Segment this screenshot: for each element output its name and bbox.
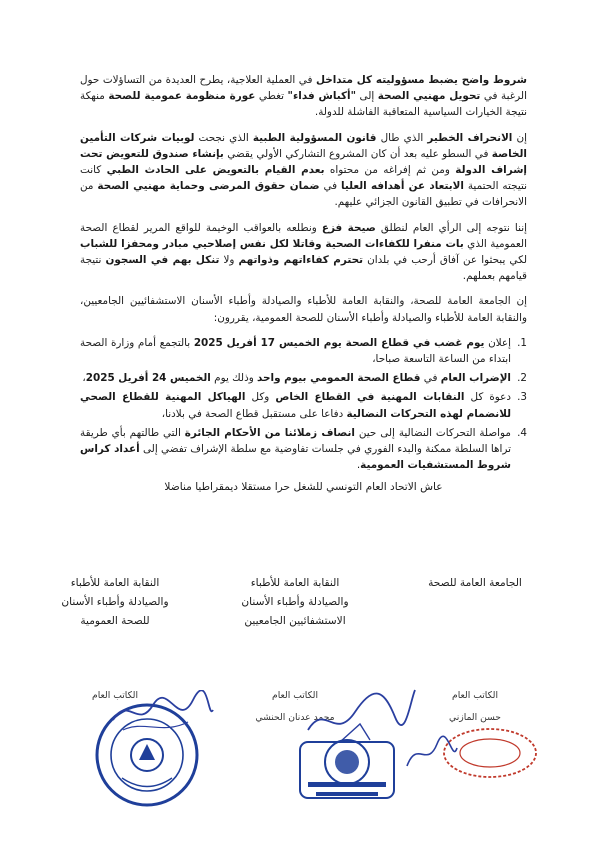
text-span: تنكل بهم في السجون	[105, 254, 220, 267]
signatory-line: للصحة العمومية	[80, 615, 150, 627]
text-span: في السطو عليه بعد أن كان المشروع التشاركي الأولي يقضي	[223, 147, 492, 160]
list-number: 4.	[517, 426, 527, 439]
signatory-line: النقابة العامة للأطباء	[250, 577, 340, 589]
text-span: دفاعا على مستقبل قطاع الصحة في بلادنا،	[161, 407, 347, 420]
paragraph-4: إن الجامعة العامة للصحة، والنقابة العامة للأطباء والصيادلة وأطباء الأسنان الاستشفائيين الجامعيين، والنقابة العامة للأطباء والصيادلة وأطباء الأسنان للصحة العمومية، يقررون:	[80, 295, 527, 324]
text-span: من الانحرافات في تطبيق القانون الجزائي عليهم.	[80, 180, 527, 209]
signatory-line: الجامعة العامة للصحة	[428, 577, 522, 589]
text-span: ونطلعه بالعواقب الوخيمة للواقع المرير لقطاع الصحة العمومية الذي	[80, 221, 527, 250]
stamp-red-federation	[438, 722, 542, 784]
text-span: إننا نتوجه إلى الرأي العام لنطلق	[375, 221, 527, 234]
text-span: بعدم القيام بالتعويض على الحادث الطبي	[106, 164, 325, 177]
paragraph-1	[80, 72, 527, 121]
signature-scribble-right	[402, 734, 462, 774]
text-span: وذلك يوم	[210, 372, 258, 385]
document-body	[80, 72, 527, 496]
text-span: في العملية العلاجية، يطرح العديدة من التساؤلات حول الرغبة في	[80, 74, 527, 103]
text-span: شروط واضح يضبط مسؤوليته كل متداخل	[315, 74, 527, 86]
text-span: الانحراف الخطير	[427, 131, 513, 144]
text-span: لوبيات شركات التأمين الخاصة	[80, 131, 527, 160]
text-span: إن	[512, 131, 527, 144]
stamp-university-hospital-union	[282, 722, 412, 814]
text-span: الذي نجحت	[194, 131, 253, 144]
closing-slogan: عاش الاتحاد العام التونسي للشغل حرا مستقلا ديمقراطيا مناضلا	[164, 481, 443, 494]
signatory-role: الكاتب العام	[272, 690, 318, 701]
text-span: بإنشاء صندوق للتعويض تحت إشراف الدولة	[80, 147, 527, 177]
signatory-name: محمد عدنان الحنشي	[255, 712, 335, 723]
signatory-line: النقابة العامة للأطباء	[70, 577, 160, 589]
list-item	[80, 425, 527, 474]
text-span: ضمان حقوق المرضى وحماية مهنيي الصحة	[97, 180, 320, 193]
decisions-list	[80, 335, 527, 474]
text-span: ولا	[219, 254, 239, 267]
signatory-name: حسن المازني	[449, 712, 501, 723]
text-span: بالتجمع أمام وزارة الصحة ابتداء من الساعة التاسعة صباحا،	[80, 336, 511, 366]
list-number: 1.	[517, 336, 527, 349]
text-span: صيحة فزع	[321, 221, 376, 234]
text-span: أعداد كراس شروط المستشفيات العمومية	[80, 443, 511, 472]
text-span: ومن ثم إفراغه من محتواه	[324, 164, 456, 177]
text-span: كانت نتيجته الحتمية	[80, 164, 527, 193]
text-span: إلى	[356, 90, 378, 103]
text-span: قانون المسؤولية الطبية	[252, 131, 377, 144]
text-span: الهياكل المهنية للقطاع الصحي للانضمام لهذه التحركات النضالية	[80, 391, 511, 420]
text-span: التي طالتهم بأي طريقة تراها السلطة ممكنة والبدء الفوري في جلسات تفاوضية مع سلطة الإشراف تفضي إلى	[80, 426, 511, 456]
text-span: لكي يبحثوا عن آفاق أرحب في بلدان	[362, 254, 527, 267]
text-span: تغطي	[255, 90, 288, 103]
text-span: في	[420, 372, 441, 385]
text-span: منهكة نتيجة الخيارات السياسية المتعاقبة الفاشلة للدولة.	[80, 90, 527, 119]
signatory-line: والصيادلة وأطباء الأسنان	[241, 596, 349, 608]
signatory-line: الاستشفائيين الجامعيين	[244, 615, 346, 627]
text-span: بات منفرا للكفاءات الصحية وقاتلا لكل نفس إصلاحيي مبادر ومحفزا للشباب	[80, 237, 464, 250]
text-span: انصاف زملائنا من الأحكام الجائرة	[184, 426, 355, 439]
text-span: النقابات المهنية في القطاع الخاص	[275, 391, 465, 404]
text-span: إعلان	[484, 336, 511, 349]
text-span: نتيجة قيامهم بعملهم.	[80, 254, 527, 283]
paragraph-2	[80, 130, 527, 211]
list-item	[80, 370, 527, 386]
list-number: 3.	[517, 391, 527, 404]
text-span: عورة منظومة عمومية للصحة	[108, 90, 256, 103]
list-number: 2.	[517, 372, 527, 385]
list-item	[80, 335, 527, 367]
signatory-line: والصيادلة وأطباء الأسنان	[61, 596, 169, 608]
text-span: الخميس 24 أفريل 2025	[85, 372, 211, 385]
text-span: الإضراب العام	[440, 372, 511, 385]
text-span: في	[319, 180, 342, 193]
signatory-role: الكاتب العام	[92, 690, 138, 701]
signatory-role: الكاتب العام	[452, 690, 498, 701]
paragraph-3	[80, 220, 527, 285]
text-span: وكل	[245, 391, 276, 404]
text-span: دعوة كل	[464, 391, 511, 404]
text-span: قطاع الصحة العمومي بيوم واحد	[257, 372, 421, 385]
text-span: "أكباش فداء"	[287, 90, 356, 103]
list-item	[80, 389, 527, 421]
text-span: تحترم كفاءاتهم وذواتهم	[238, 254, 363, 267]
text-span: تحويل مهنيي الصحة	[377, 90, 481, 103]
signatory-union-university-hospital	[215, 574, 375, 631]
text-span: مواصلة التحركات النضالية إلى حين	[355, 426, 511, 439]
text-span: ،	[82, 372, 86, 385]
signatory-general-federation-health	[395, 574, 555, 593]
text-span: الابتعاد عن أهدافه العليا	[341, 180, 464, 193]
text-span: .	[356, 459, 361, 472]
text-span: الذي طال	[376, 131, 428, 144]
signatory-union-public-health	[35, 574, 195, 631]
stamp-public-health-union	[92, 700, 202, 810]
text-span: يوم غضب في قطاع الصحة يوم الخميس 17 أفريل 2025	[193, 336, 485, 349]
